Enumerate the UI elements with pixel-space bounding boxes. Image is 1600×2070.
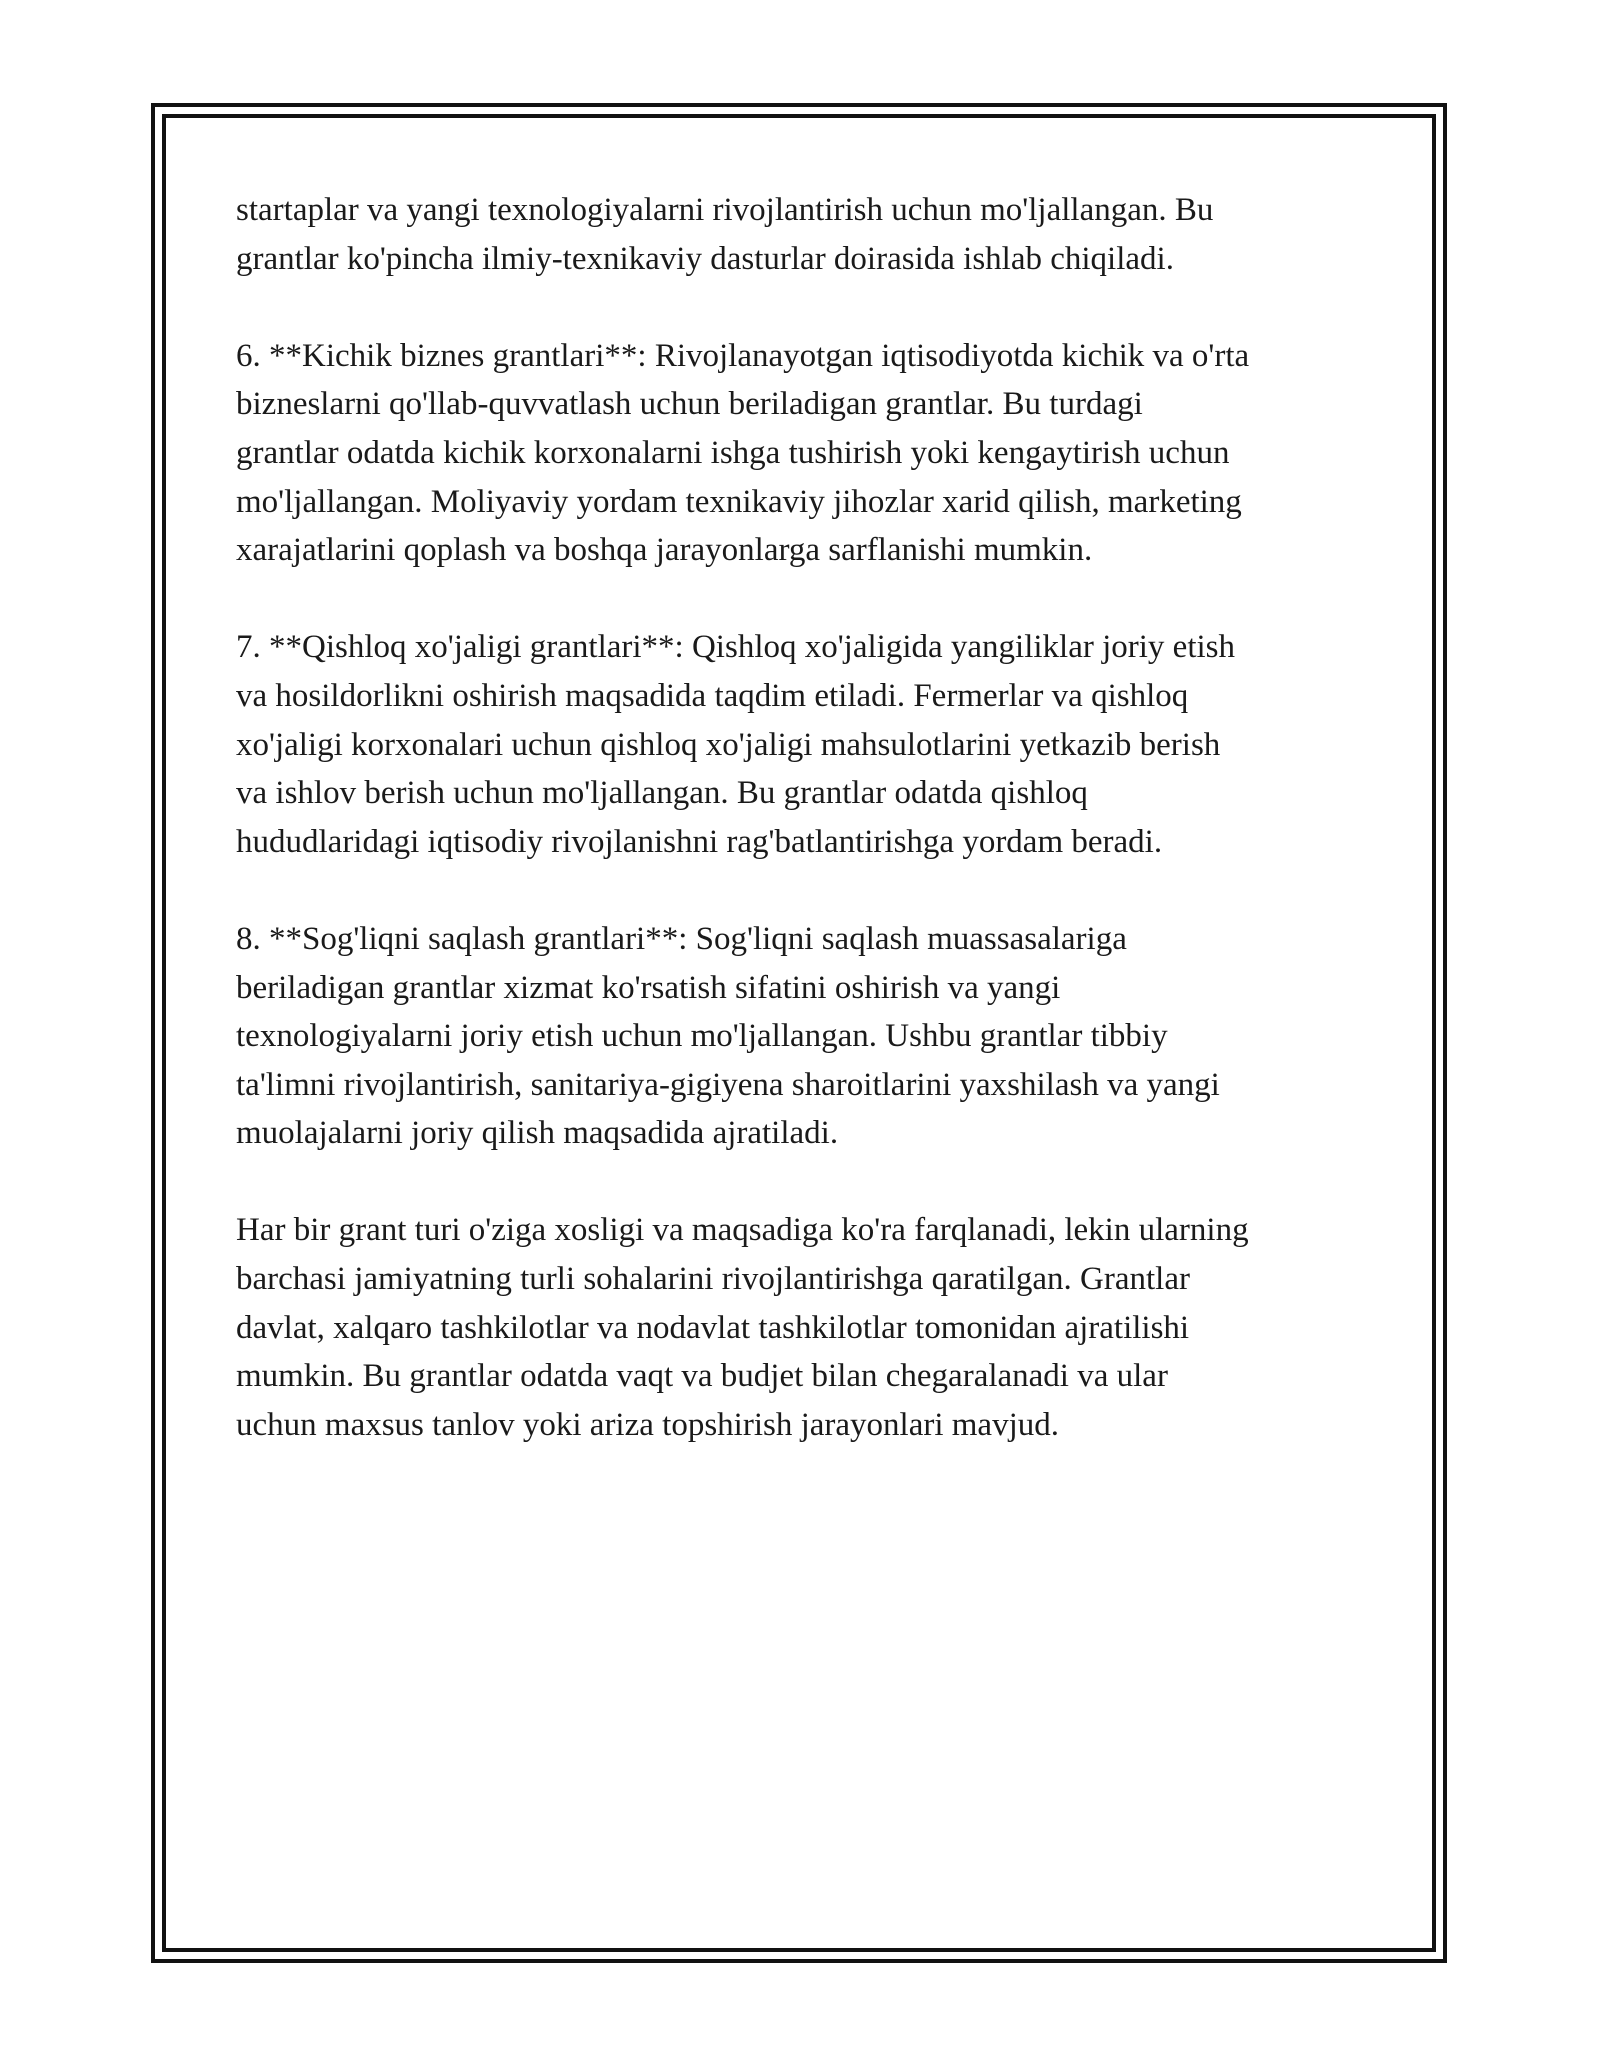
paragraph-intro-continuation xyxy=(236,186,1376,283)
text-line: 7. **Qishloq xo'jaligi grantlari**: Qishloq xo'jaligida yangiliklar joriy etish xyxy=(236,629,1236,666)
text-line: grantlar odatda kichik korxonalarni ishga tushirish yoki kengaytirish uchun xyxy=(236,434,1230,471)
text-line: Har bir grant turi o'ziga xosligi va maqsadiga ko'ra farqlanadi, lekin ularning xyxy=(236,1212,1249,1249)
text-line: 8. **Sog'liqni saqlash grantlari**: Sog'liqni saqlash muassasalariga xyxy=(236,920,1127,957)
paragraph-agriculture-grants xyxy=(236,623,1376,866)
text-line: muolajalarni joriy qilish maqsadida ajratiladi. xyxy=(236,1115,839,1152)
text-line: mumkin. Bu grantlar odatda vaqt va budjet bilan chegaralanadi va ular xyxy=(236,1358,1168,1395)
paragraph-small-business-grants xyxy=(236,332,1376,575)
paragraph-healthcare-grants xyxy=(236,915,1376,1158)
text-line: mo'ljallangan. Moliyaviy yordam texnikaviy jihozlar xarid qilish, marketing xyxy=(236,483,1242,520)
text-line: va ishlov berish uchun mo'ljallangan. Bu grantlar odatda qishloq xyxy=(236,775,1088,812)
text-line: xo'jaligi korxonalari uchun qishloq xo'jaligi mahsulotlarini yetkazib berish xyxy=(236,726,1221,763)
text-line: xarajatlarini qoplash va boshqa jarayonlarga sarflanishi mumkin. xyxy=(236,532,1093,569)
text-line: hududlaridagi iqtisodiy rivojlanishni rag'batlantirishga yordam beradi. xyxy=(236,823,1163,860)
text-line: va hosildorlikni oshirish maqsadida taqdim etiladi. Fermerlar va qishloq xyxy=(236,677,1189,714)
text-line: beriladigan grantlar xizmat ko'rsatish sifatini oshirish va yangi xyxy=(236,969,1061,1006)
text-line: barchasi jamiyatning turli sohalarini rivojlantirishga qaratilgan. Grantlar xyxy=(236,1261,1190,1298)
text-line: davlat, xalqaro tashkilotlar va nodavlat tashkilotlar tomonidan ajratilishi xyxy=(236,1309,1190,1346)
paragraph-conclusion xyxy=(236,1206,1376,1449)
text-line: bizneslarni qo'llab-quvvatlash uchun beriladigan grantlar. Bu turdagi xyxy=(236,386,1143,423)
text-line: texnologiyalarni joriy etish uchun mo'ljallangan. Ushbu grantlar tibbiy xyxy=(236,1018,1168,1055)
text-line: uchun maxsus tanlov yoki ariza topshirish jarayonlari mavjud. xyxy=(236,1406,1059,1443)
document-body xyxy=(236,186,1376,1498)
text-line: grantlar ko'pincha ilmiy-texnikaviy dasturlar doirasida ishlab chiqiladi. xyxy=(236,240,1174,277)
text-line: ta'limni rivojlantirish, sanitariya-gigiyena sharoitlarini yaxshilash va yangi xyxy=(236,1066,1220,1103)
text-line: startaplar va yangi texnologiyalarni rivojlantirish uchun mo'ljallangan. Bu xyxy=(236,192,1214,228)
text-line: 6. **Kichik biznes grantlari**: Rivojlanayotgan iqtisodiyotda kichik va o'rta xyxy=(236,337,1250,374)
